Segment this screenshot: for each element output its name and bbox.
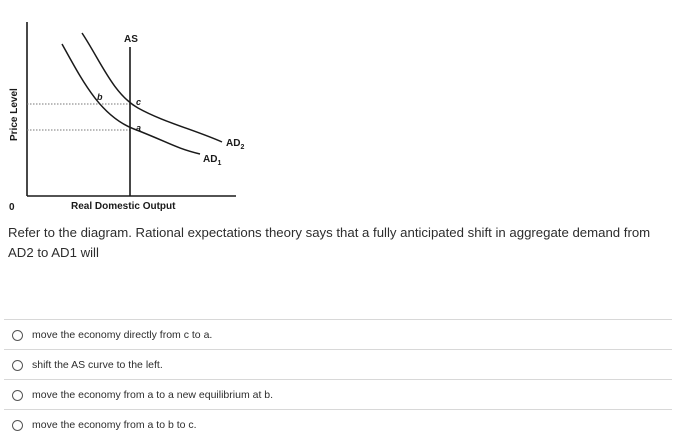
origin-label: 0 <box>9 202 15 213</box>
point-b-label: b <box>97 92 103 102</box>
radio-button-icon[interactable] <box>12 390 23 401</box>
radio-button-icon[interactable] <box>12 360 23 371</box>
ad1-label-sub: 1 <box>217 160 222 167</box>
y-axis-label: Price Level <box>9 88 20 141</box>
option-3-label: move the economy from a to a new equilibrium at b. <box>32 389 274 401</box>
ad1-curve <box>62 44 200 154</box>
option-1-label: move the economy directly from c to a. <box>32 329 213 341</box>
point-c-label: c <box>136 97 142 107</box>
as-label: AS <box>124 34 138 45</box>
ad2-curve <box>82 33 222 142</box>
ad1-label-main: AD <box>203 154 218 165</box>
radio-button-icon[interactable] <box>12 420 23 431</box>
question-text: Refer to the diagram. Rational expectations theory says that a fully anticipated shift in aggregate demand from AD2 to AD1 will <box>8 225 651 260</box>
ad2-label-sub: 2 <box>240 144 245 151</box>
ad2-label-main: AD <box>226 138 241 149</box>
option-2[interactable] <box>4 349 672 380</box>
option-3[interactable] <box>4 379 672 410</box>
rational-expectations-diagram <box>0 0 682 215</box>
radio-button-icon[interactable] <box>12 330 23 341</box>
option-4-label: move the economy from a to b to c. <box>32 419 197 431</box>
ad2-label <box>226 138 244 151</box>
point-a-label: a <box>136 123 142 133</box>
ad1-label <box>203 154 221 167</box>
option-1[interactable] <box>4 319 672 350</box>
option-2-label: shift the AS curve to the left. <box>32 359 163 371</box>
x-axis-label: Real Domestic Output <box>71 201 176 212</box>
option-4[interactable] <box>4 409 672 440</box>
